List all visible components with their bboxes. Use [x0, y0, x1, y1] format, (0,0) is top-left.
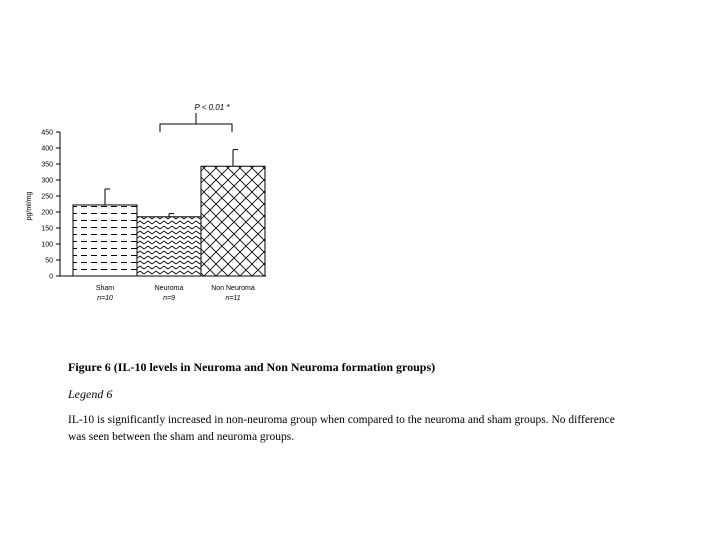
- y-tick-label: 100: [41, 241, 53, 249]
- y-tick-label: 400: [41, 145, 53, 153]
- figure-title: Figure 6 (IL-10 levels in Neuroma and Non Neuroma formation groups): [68, 360, 436, 374]
- y-axis-ticks: [41, 130, 60, 281]
- y-tick-label: 250: [41, 193, 53, 201]
- bar-sham: [73, 205, 137, 276]
- y-tick-label: 50: [45, 257, 53, 265]
- x-sample-size-label: n=10: [97, 295, 113, 302]
- x-axis-labels: [96, 285, 255, 302]
- y-tick-label: 200: [41, 209, 53, 217]
- y-tick-label: 0: [49, 273, 53, 281]
- x-category-label: Non Neuroma: [211, 285, 255, 292]
- x-category-label: Sham: [95, 285, 115, 292]
- bracket-line: [160, 124, 232, 132]
- y-tick-label: 450: [41, 129, 53, 137]
- y-axis-label: pg/ml/mg: [26, 191, 33, 221]
- y-tick-label: 150: [41, 225, 53, 233]
- x-sample-size-label: n=9: [163, 295, 175, 302]
- x-sample-size-label: n=11: [225, 295, 241, 302]
- bars: [73, 166, 265, 276]
- significance-annotation: P < 0.01 *: [194, 103, 230, 112]
- x-category-label: Neuroma: [154, 285, 184, 292]
- y-tick-label: 350: [41, 161, 53, 169]
- significance-bracket: [160, 113, 232, 132]
- bar-non-neuroma: [201, 166, 265, 276]
- legend-label: Legend 6: [68, 387, 113, 401]
- caption-body: IL-10 is significantly increased in non-neuroma group when compared to the neuroma and sham groups. No difference was seen between the sham and neuroma groups.: [68, 414, 615, 443]
- bar-neuroma: [137, 217, 201, 276]
- y-tick-label: 300: [41, 177, 53, 185]
